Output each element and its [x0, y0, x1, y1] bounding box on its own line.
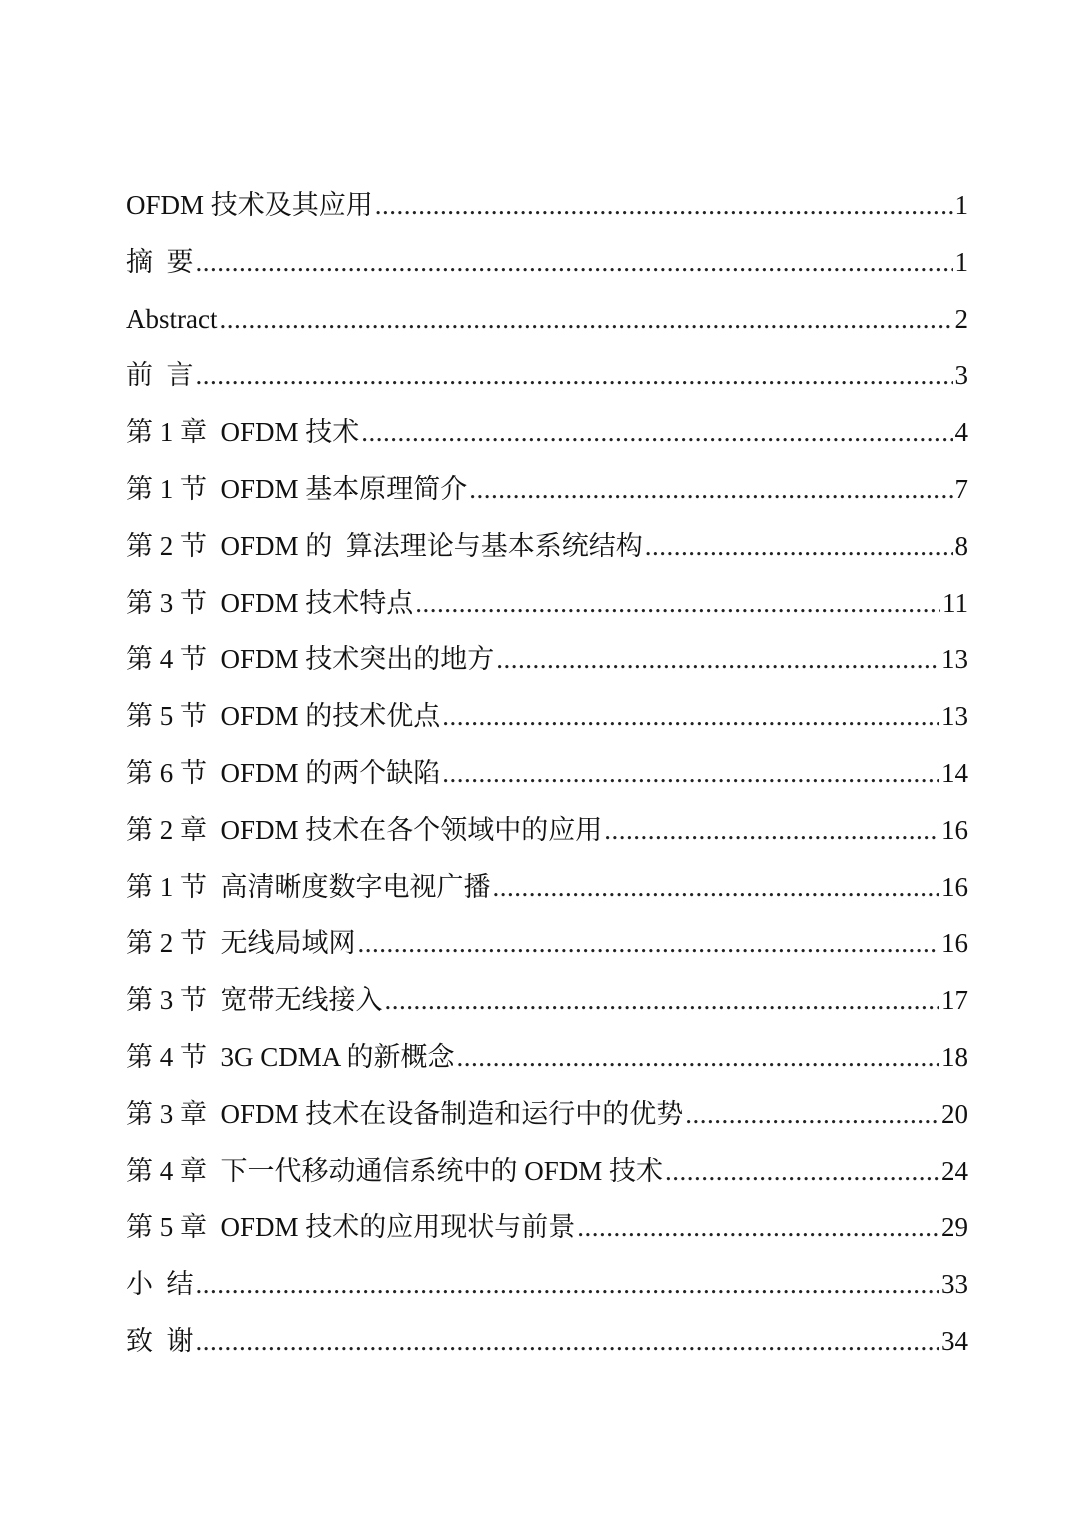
toc-entry-title: 第 3 节 OFDM 技术特点	[126, 587, 414, 618]
toc-entry-title: 第 1 节 高清晰度数字电视广播	[126, 871, 491, 902]
toc-entry-title: 第 2 节 OFDM 的 算法理论与基本系统结构	[126, 530, 643, 561]
toc-dot-leader	[665, 1143, 939, 1200]
toc-dot-leader	[196, 1256, 940, 1313]
toc-entry-title: 摘 要	[126, 246, 194, 277]
toc-entry	[126, 1313, 968, 1370]
toc-entry-title: 第 4 节 OFDM 技术突出的地方	[126, 644, 495, 675]
toc-page-number: 11	[942, 587, 968, 618]
toc-dot-leader	[361, 404, 952, 461]
toc-dot-leader	[358, 915, 940, 972]
toc-entry-title: 第 1 节 OFDM 基本原理简介	[126, 473, 468, 504]
table-of-contents	[126, 177, 968, 1370]
toc-page-number: 2	[954, 303, 968, 334]
toc-dot-leader	[219, 291, 952, 348]
toc-page-number: 29	[941, 1212, 968, 1243]
toc-entry	[126, 518, 968, 575]
toc-entry-title: 致 谢	[126, 1325, 194, 1356]
toc-entry-title: 第 4 节 3G CDMA 的新概念	[126, 1041, 455, 1072]
toc-page-number: 17	[941, 985, 968, 1016]
toc-entry-title: 第 2 节 无线局域网	[126, 928, 356, 959]
toc-entry	[126, 461, 968, 518]
toc-dot-leader	[645, 518, 953, 575]
toc-entry-title: 第 5 节 OFDM 的技术优点	[126, 701, 441, 732]
toc-entry-title: 第 2 章 OFDM 技术在各个领域中的应用	[126, 814, 603, 845]
toc-dot-leader	[685, 1086, 939, 1143]
toc-dot-leader	[457, 1029, 939, 1086]
toc-page-number: 8	[954, 530, 968, 561]
toc-entry	[126, 915, 968, 972]
toc-entry	[126, 1086, 968, 1143]
toc-dot-leader	[415, 575, 940, 632]
toc-page-number: 16	[941, 928, 968, 959]
toc-entry-title: OFDM 技术及其应用	[126, 190, 373, 220]
toc-page-number: 20	[941, 1098, 968, 1129]
toc-entry	[126, 177, 968, 234]
toc-dot-leader	[196, 347, 953, 404]
toc-entry	[126, 802, 968, 859]
toc-entry	[126, 234, 968, 291]
toc-page-number: 7	[954, 473, 968, 504]
toc-entry	[126, 404, 968, 461]
toc-page-number: 14	[941, 757, 968, 788]
toc-page-number: 4	[954, 417, 968, 448]
toc-entry-title: 第 4 章 下一代移动通信系统中的 OFDM 技术	[126, 1155, 664, 1186]
toc-page-number: 34	[941, 1325, 968, 1356]
toc-entry	[126, 347, 968, 404]
toc-page-number: 33	[941, 1269, 968, 1300]
toc-dot-leader	[375, 177, 953, 234]
toc-page-number: 16	[941, 814, 968, 845]
toc-dot-leader	[577, 1199, 939, 1256]
toc-entry-title: 小 结	[126, 1269, 194, 1300]
toc-page-number: 13	[941, 701, 968, 732]
toc-entry-title: 第 6 节 OFDM 的两个缺陷	[126, 757, 441, 788]
toc-entry	[126, 575, 968, 632]
toc-page-number: 24	[941, 1155, 968, 1186]
toc-entry	[126, 859, 968, 916]
toc-entry	[126, 1256, 968, 1313]
toc-entry	[126, 1143, 968, 1200]
toc-dot-leader	[469, 461, 952, 518]
toc-entry	[126, 1029, 968, 1086]
toc-dot-leader	[442, 688, 939, 745]
toc-entry	[126, 1199, 968, 1256]
toc-page-number: 1	[954, 246, 968, 277]
toc-page-number: 3	[954, 360, 968, 391]
toc-dot-leader	[442, 745, 939, 802]
toc-entry	[126, 631, 968, 688]
toc-entry-title: 第 3 节 宽带无线接入	[126, 985, 383, 1016]
toc-entry-title: Abstract	[126, 303, 218, 334]
toc-dot-leader	[196, 1313, 940, 1370]
toc-page-number: 16	[941, 871, 968, 902]
toc-dot-leader	[385, 972, 940, 1029]
toc-entry	[126, 291, 968, 348]
toc-entry-title: 第 5 章 OFDM 技术的应用现状与前景	[126, 1212, 576, 1243]
toc-dot-leader	[196, 234, 953, 291]
toc-page-number: 18	[941, 1041, 968, 1072]
toc-entry-title: 前 言	[126, 360, 194, 391]
toc-dot-leader	[493, 859, 940, 916]
toc-dot-leader	[496, 631, 939, 688]
toc-page-number: 1	[954, 190, 968, 220]
toc-entry-title: 第 3 章 OFDM 技术在设备制造和运行中的优势	[126, 1098, 684, 1129]
toc-entry	[126, 745, 968, 802]
toc-dot-leader	[604, 802, 939, 859]
toc-entry-title: 第 1 章 OFDM 技术	[126, 417, 360, 448]
toc-entry	[126, 972, 968, 1029]
toc-page-number: 13	[941, 644, 968, 675]
toc-entry	[126, 688, 968, 745]
